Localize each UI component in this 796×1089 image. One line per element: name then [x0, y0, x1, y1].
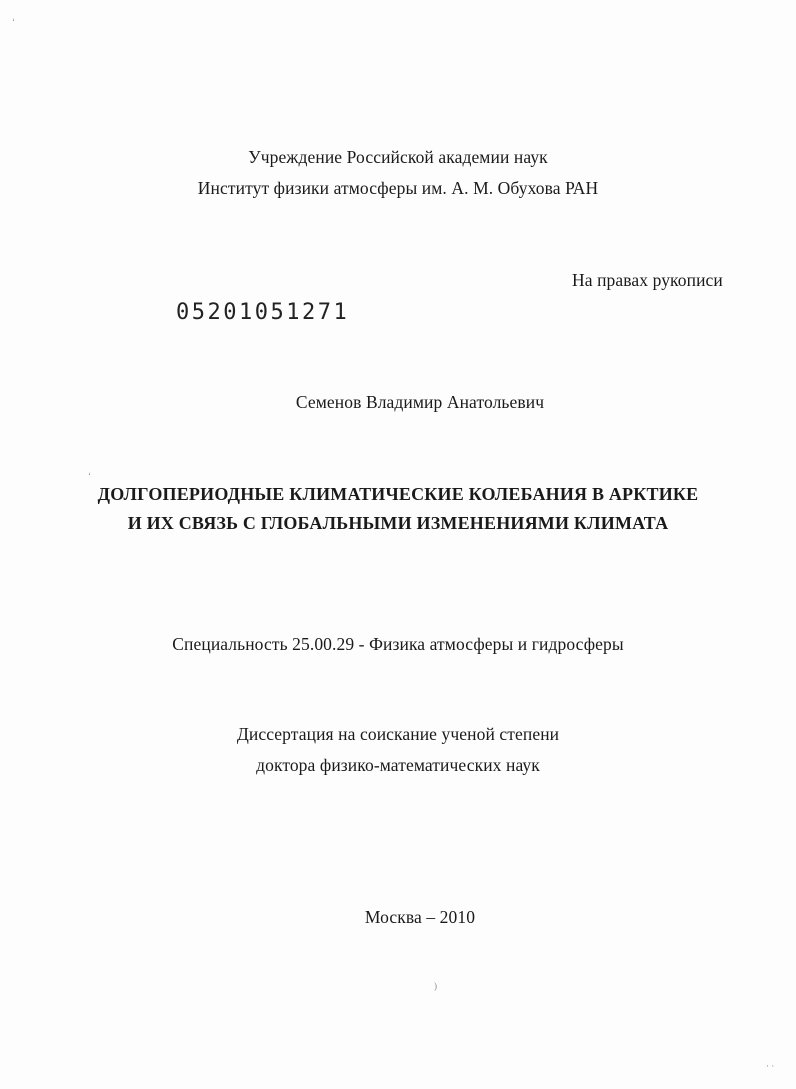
dissertation-title-line-1: ДОЛГОПЕРИОДНЫЕ КЛИМАТИЧЕСКИЕ КОЛЕБАНИЯ В АРКТИКЕ	[97, 484, 699, 504]
institution-line-2: Институт физики атмосферы им. А. М. Обухова РАН	[197, 178, 599, 198]
city-year: Москва – 2010	[364, 907, 476, 927]
scan-mark: )	[434, 981, 437, 991]
degree-line-2: доктора физико-математических наук	[256, 755, 540, 775]
scan-mark: ‘	[12, 17, 15, 27]
rights-note: На правах рукописи	[572, 270, 723, 290]
dissertation-title-line-2: И ИХ СВЯЗЬ С ГЛОБАЛЬНЫМИ ИЗМЕНЕНИЯМИ КЛИМАТА	[127, 513, 669, 533]
inventory-stamp-number: 05201051271	[176, 300, 350, 325]
institution-line-1: Учреждение Российской академии наук	[248, 147, 548, 167]
scan-mark: · ·	[766, 1061, 775, 1071]
degree-line-1: Диссертация на соискание ученой степени	[236, 724, 560, 744]
author-name: Семенов Владимир Анатольевич	[295, 392, 545, 412]
scan-mark: ‘	[88, 471, 91, 481]
specialty: Специальность 25.00.29 - Физика атмосферы и гидросферы	[172, 634, 624, 654]
